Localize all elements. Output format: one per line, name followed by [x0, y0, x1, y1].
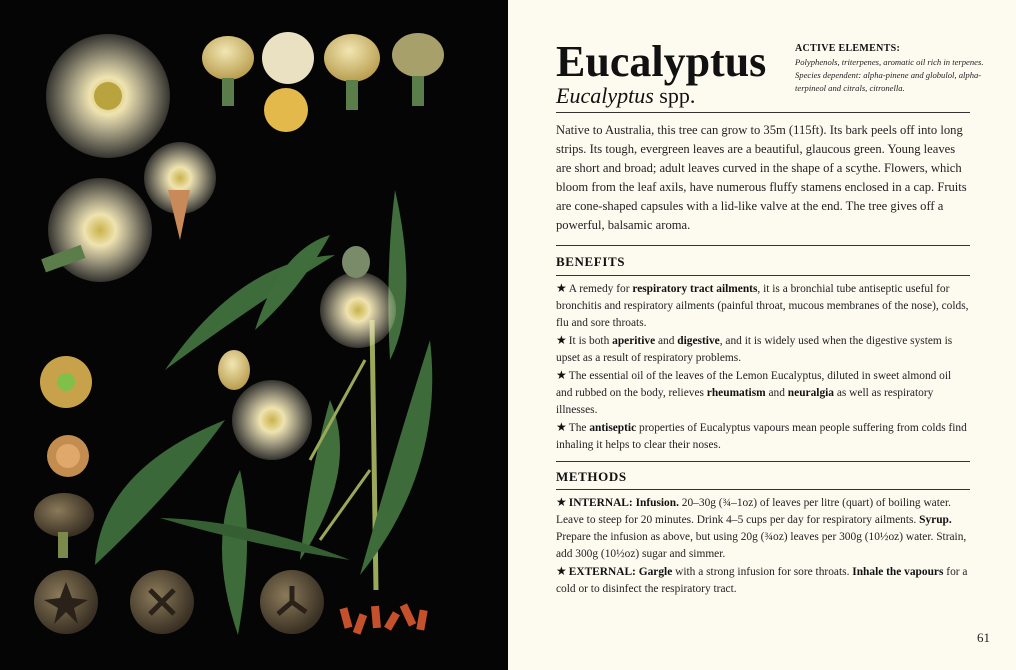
star-icon: ★ — [556, 368, 567, 382]
benefit-item: ★ The antiseptic properties of Eucalyptus vapours mean people suffering from colds find inhaling it helps to clear their noses. — [556, 420, 967, 451]
divider-methods — [556, 489, 970, 490]
benefit-item: ★ A remedy for respiratory tract ailments, it is a bronchial tube antiseptic useful for bronchitis and respiratory ailments (painful throat, mucous membranes of the nose), colds, flu and sore throats. — [556, 281, 969, 329]
divider-benefits-end — [556, 461, 970, 462]
active-elements-text: Polyphenols, triterpenes, aromatic oil rich in terpenes. Species dependent: alpha-pinene and globulol, alpha-terpineol and citrals, citronella. — [795, 57, 984, 93]
divider-benefits — [556, 275, 970, 276]
text-page — [508, 0, 1016, 670]
star-icon: ★ — [556, 281, 567, 295]
flower-small — [144, 142, 216, 240]
divider-title — [556, 112, 970, 113]
star-icon: ★ — [556, 564, 567, 578]
methods-heading: METHODS — [556, 469, 627, 484]
page-number: 61 — [977, 630, 990, 645]
method-external: ★ EXTERNAL: Gargle with a strong infusion for sore throats. Inhale the vapours for a cold or to disinfect the respiratory tract. — [556, 564, 968, 595]
latin-name — [556, 84, 695, 108]
star-icon: ★ — [556, 495, 567, 509]
flower-left — [41, 178, 152, 282]
active-elements — [795, 43, 995, 95]
active-elements-label: ACTIVE ELEMENTS: — [795, 43, 901, 54]
star-icon: ★ — [556, 333, 567, 347]
branch-flowers — [218, 246, 396, 460]
divider-intro — [556, 245, 970, 246]
methods-text — [556, 494, 970, 598]
flower-top-left — [46, 34, 170, 158]
latin-suffix: spp. — [659, 83, 696, 108]
benefit-item: ★ It is both aperitive and digestive, and it is widely used when the digestive system is upset as a result of respiratory problems. — [556, 333, 953, 364]
intro-paragraph: Native to Australia, this tree can grow to 35m (115ft). Its bark peels off into long strips. Its tough, evergreen leaves are a beautiful, glaucous green. Young leaves are short and broad; adult leaves curved in the shape of a scythe. Flowers, which bloom from the leaf axils, have numerous fluffy stamens enclosed in a cap. Fruits are cone-shaped capsules with a lid-like valve at the end. The tree gives off a powerful, balsamic aroma. — [556, 123, 967, 232]
page-title: Eucalyptus — [556, 37, 767, 86]
capsules-left-column — [34, 356, 94, 558]
latin-genus: Eucalyptus — [556, 83, 654, 108]
benefit-item: ★ The essential oil of the leaves of the Lemon Eucalyptus, diluted in sweet almond oil and rubbed on the body, relieves rheumatism and neuralgia as well as respiratory illnesses. — [556, 368, 952, 416]
buds-top-row — [202, 32, 444, 132]
benefits-heading: BENEFITS — [556, 254, 626, 269]
star-icon: ★ — [556, 420, 567, 434]
benefits-list — [556, 280, 970, 454]
method-internal: ★ INTERNAL: Infusion. 20–30g (¾–1oz) of leaves per litre (quart) of boiling water. Leave to steep for 20 minutes. Drink 4–5 cups per day for respiratory ailments. Syrup. Prepare the infusion as above, but using 20g (¾oz) leaves per 300g (10½oz) water. Strain, add 300g (10½oz) sugar and simmer. — [556, 495, 967, 560]
